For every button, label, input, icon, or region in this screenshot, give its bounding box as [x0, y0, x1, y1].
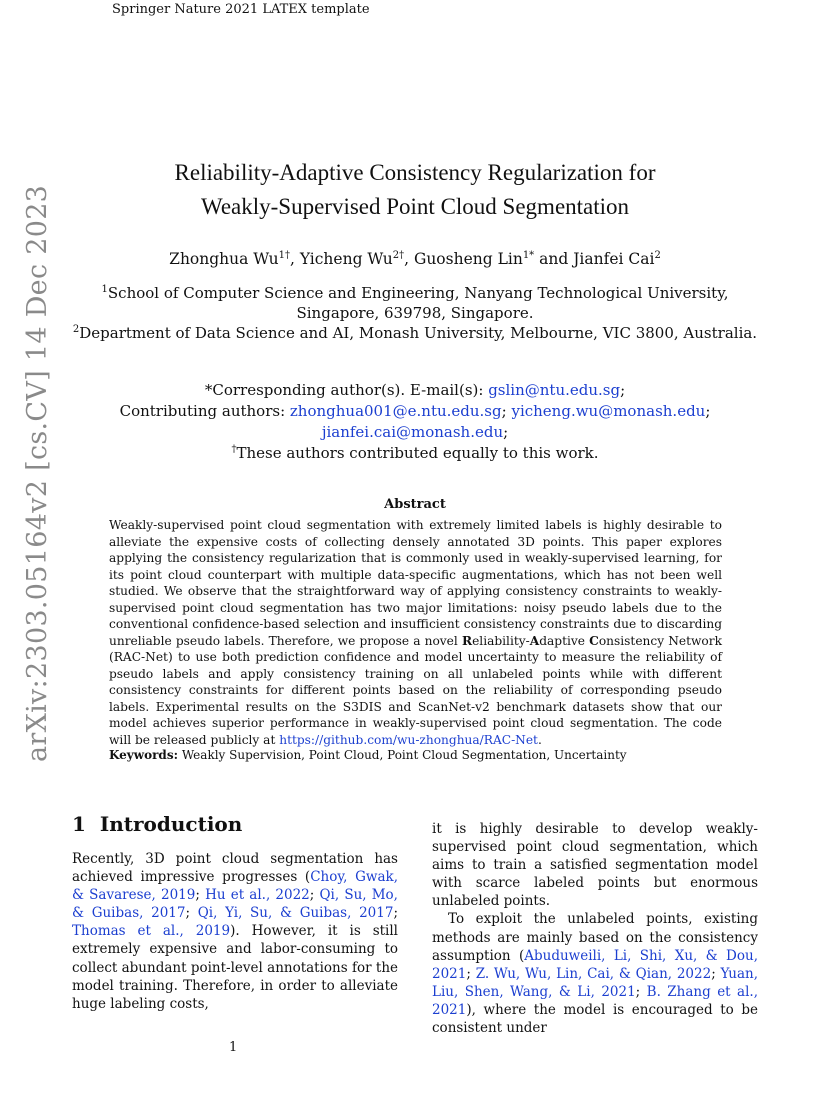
contributing-line — [70, 401, 760, 422]
punctuation: ; — [501, 402, 507, 420]
abstract-heading: Abstract — [384, 497, 446, 512]
affiliations — [70, 283, 760, 343]
author-sup: 1† — [278, 249, 290, 261]
abstract-text: . — [537, 732, 542, 747]
body-text: To exploit the unlabeled points, existing methods are mainly based on the consistency assumption ( — [432, 911, 758, 964]
citation-link[interactable]: Thomas et al., 2019 — [72, 923, 231, 940]
affiliation-1 — [70, 283, 760, 303]
citation-link[interactable]: Qi, Su, Mo, & Guibas, 2017 — [72, 887, 398, 922]
author-name: Zhonghua Wu — [169, 250, 279, 268]
citation-link[interactable]: Yuan, Liu, Shen, Wang, & Li, 2021 — [432, 965, 759, 1000]
equal-contribution-note — [70, 443, 760, 464]
right-column — [432, 820, 758, 1037]
acronym-letter: A — [529, 633, 540, 648]
abstract-text: Weakly-supervised point cloud segmentation with extremely limited labels is highly desirable to alleviate the expensive costs of collecting densely annotated 3D points. This paper explores applying the consistency regularization that is commonly used in weakly-supervised learning, for its point cloud counterpart with multiple data-specific augmentations, which has not been well studied. We observe that the straightforward way of applying consistency constraints to weakly-supervised point cloud segmentation has two major limitations: noisy pseudo labels due to the conventional confidence-based selection and insufficient consistency constraints due to discarding unreliable pseudo labels. Therefore, we propose a novel — [109, 518, 722, 648]
author-separator: , — [404, 250, 414, 268]
equal-contribution-text: These authors contributed equally to this work. — [236, 444, 599, 462]
section-title: Introduction — [99, 812, 243, 836]
author-separator: , — [289, 250, 300, 268]
abstract-text: onsistency Network (RAC-Net) to use both prediction confidence and model uncertainty to measure the reliability of pseudo labels and apply consistency training on all unlabeled points while with different consistency constraints for different points based on the reliability of corresponding pseudo labels. Experimental results on the S3DIS and ScanNet-v2 benchmark datasets show that our model achieves superior performance in weakly-supervised point cloud segmentation. The code will be released publicly at — [109, 633, 722, 747]
author-name: Guosheng Lin — [413, 250, 523, 268]
running-header: Springer Nature 2021 LATEX template — [112, 2, 370, 17]
title-line-1: Reliability-Adaptive Consistency Regularization for — [174, 160, 656, 185]
author-list — [70, 250, 760, 268]
citation-link[interactable]: Abuduweili, Li, Shi, Xu, & Dou, 2021 — [432, 947, 758, 982]
body-text: ; — [309, 887, 320, 904]
contact-info — [70, 380, 760, 464]
affiliation-2 — [70, 323, 760, 343]
title-line-2: Weakly-Supervised Point Cloud Segmentation — [200, 194, 630, 219]
email-link[interactable]: zhonghua001@e.ntu.edu.sg — [289, 402, 502, 420]
acronym-letter: R — [461, 633, 473, 648]
contributing-label: Contributing authors: — [119, 402, 290, 420]
punctuation: ; — [705, 402, 711, 420]
paragraph: it is highly desirable to develop weakly-supervised point cloud segmentation, which aims to train a satisfied segmentation model with scarce labeled points but enormous unlabeled points. — [432, 821, 758, 910]
paper-title — [70, 156, 760, 224]
body-text: Recently, 3D point cloud segmentation has achieved impressive progresses ( — [72, 851, 398, 886]
email-link[interactable]: jianfei.cai@monash.edu — [321, 423, 504, 441]
abstract-text: daptive — [539, 633, 590, 648]
body-text: ). However, it is still extremely expensive and labor-consuming to collect abundant point-level annotations for the model training. Therefore, in order to alleviate huge labeling costs, — [72, 923, 398, 1012]
punctuation: ; — [620, 381, 626, 399]
body-text: ; — [466, 965, 476, 982]
punctuation: ; — [503, 423, 509, 441]
contributing-line-2 — [70, 422, 760, 443]
keywords-text: Weakly Supervision, Point Cloud, Point Cloud Segmentation, Uncertainty — [178, 748, 627, 762]
author-sup: 2† — [392, 249, 405, 261]
affiliation-sup: 1 — [101, 284, 108, 295]
body-text: ; — [635, 983, 647, 1000]
corresponding-line — [70, 380, 760, 401]
email-link[interactable]: yicheng.wu@monash.edu — [511, 402, 706, 420]
body-text: ; — [195, 887, 206, 904]
email-link[interactable]: gslin@ntu.edu.sg — [488, 381, 621, 399]
affiliation-1-address: Singapore, 639798, Singapore. — [296, 304, 534, 322]
corresponding-label: *Corresponding author(s). E-mail(s): — [204, 381, 489, 399]
affiliation-text: Department of Data Science and AI, Monash University, Melbourne, VIC 3800, Australia. — [79, 324, 758, 342]
body-text: ; — [185, 905, 198, 922]
citation-link[interactable]: Hu et al., 2022 — [205, 887, 310, 904]
section-number: 1 — [72, 812, 86, 836]
author-and: and — [534, 250, 574, 268]
citation-link[interactable]: Z. Wu, Wu, Lin, Cai, & Qian, 2022 — [475, 965, 712, 982]
acronym-letter: C — [589, 633, 599, 648]
citation-link[interactable]: Choy, Gwak, & Savarese, 2019 — [72, 869, 398, 904]
paragraph — [72, 850, 398, 1013]
code-url-link[interactable]: https://github.com/wu-zhonghua/RAC-Net — [279, 732, 538, 747]
abstract-body — [109, 517, 722, 748]
author-sup: 1* — [522, 249, 535, 261]
left-column — [72, 850, 398, 1013]
keywords-label: Keywords: — [109, 748, 179, 762]
affiliation-sup: 2 — [72, 324, 80, 335]
author-name: Yicheng Wu — [299, 250, 393, 268]
page-number: 1 — [229, 1040, 238, 1055]
keywords — [109, 748, 627, 762]
body-text: ; — [393, 905, 399, 922]
body-text: ), where the model is encouraged to be consistent under — [432, 1001, 758, 1037]
arxiv-identifier: arXiv:2303.05164v2 [cs.CV] 14 Dec 2023 — [22, 184, 53, 762]
author-name: Jianfei Cai — [573, 250, 655, 268]
section-heading — [72, 812, 242, 836]
citation-link[interactable]: Qi, Yi, Su, & Guibas, 2017 — [197, 905, 394, 922]
dagger-sup: † — [231, 444, 237, 455]
citation-link[interactable]: B. Zhang et al., 2021 — [432, 983, 758, 1018]
paragraph — [432, 910, 758, 1037]
abstract-text: eliability- — [472, 633, 530, 648]
body-text: ; — [711, 965, 721, 982]
author-sup: 2 — [654, 249, 661, 261]
affiliation-text: School of Computer Science and Engineering, Nanyang Technological University, — [107, 284, 729, 302]
